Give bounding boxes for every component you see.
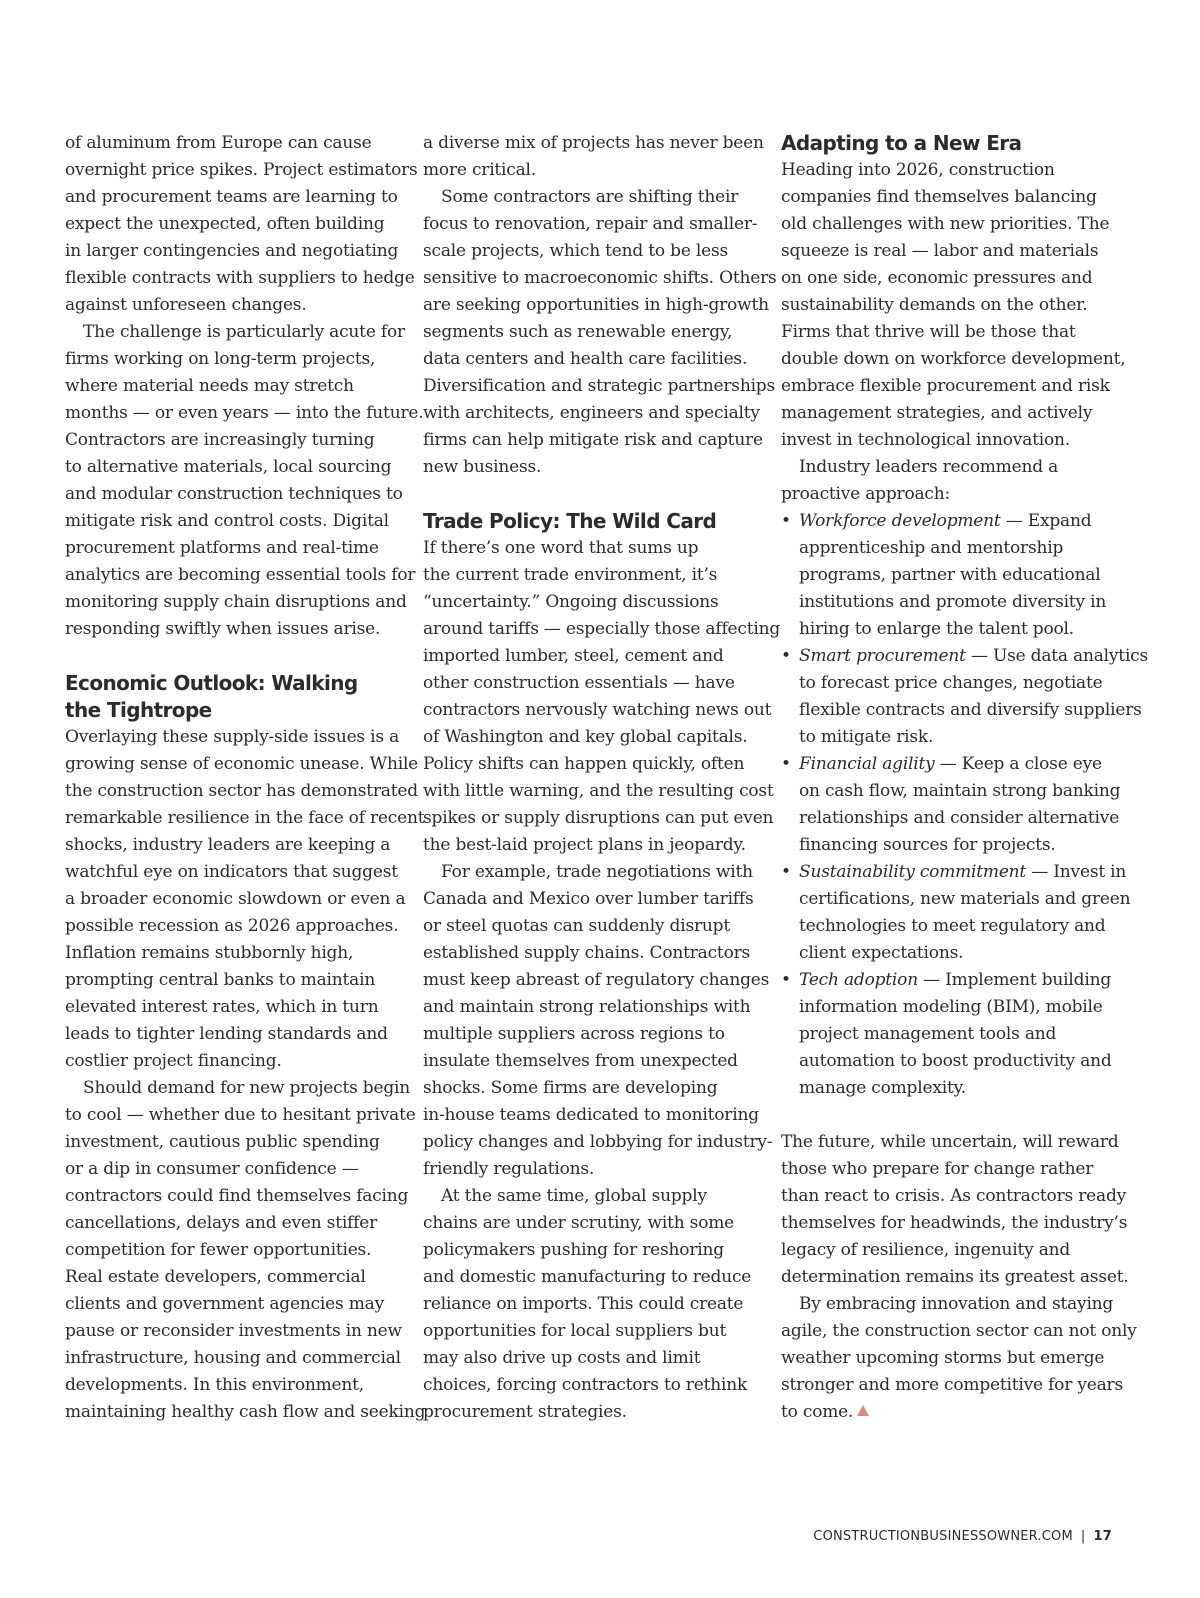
- bullet-text: — Use data analytics: [965, 646, 1149, 666]
- text-line: focus to renovation, repair and smaller-: [423, 214, 758, 234]
- text-line: leads to tighter lending standards and: [65, 1024, 388, 1044]
- text-line: friendly regulations.: [423, 1159, 595, 1179]
- bullet-term: Workforce development: [799, 511, 1001, 531]
- text-line: analytics are becoming essential tools for: [65, 565, 416, 585]
- bullet-icon: •: [781, 862, 791, 882]
- text-line: invest in technological innovation.: [781, 430, 1070, 450]
- text-line: possible recession as 2026 approaches.: [65, 916, 399, 936]
- text-line: responding swiftly when issues arise.: [65, 619, 381, 639]
- text-line: stronger and more competitive for years: [781, 1375, 1123, 1395]
- text-line: information modeling (BIM), mobile: [799, 997, 1103, 1017]
- text-line: flexible contracts and diversify suppliers: [799, 700, 1142, 720]
- bullet-list: [781, 508, 1149, 1102]
- text-line: cancellations, delays and even stiffer: [65, 1213, 378, 1233]
- text-line: infrastructure, housing and commercial: [65, 1348, 401, 1368]
- bullet-icon: •: [781, 646, 791, 666]
- text-line: more critical.: [423, 160, 536, 180]
- text-line: financing sources for projects.: [799, 835, 1056, 855]
- text-line: or steel quotas can suddenly disrupt: [423, 916, 730, 936]
- paragraph: [781, 1129, 1129, 1291]
- text-line: shocks, industry leaders are keeping a: [65, 835, 391, 855]
- text-line: competition for fewer opportunities.: [65, 1240, 372, 1260]
- text-line: old challenges with new priorities. The: [781, 214, 1110, 234]
- page-number: 17: [1093, 1529, 1112, 1544]
- text-line: are seeking opportunities in high-growth: [423, 295, 769, 315]
- text-line: where material needs may stretch: [65, 376, 354, 396]
- text-line: insulate themselves from unexpected: [423, 1051, 738, 1071]
- paragraph: [423, 535, 781, 859]
- text-line: of Washington and key global capitals.: [423, 727, 748, 747]
- text-line: of aluminum from Europe can cause: [65, 133, 372, 153]
- text-line: relationships and consider alternative: [799, 808, 1120, 828]
- text-line: agile, the construction sector can not only: [781, 1321, 1137, 1341]
- bullet-text: — Implement building: [917, 970, 1111, 990]
- text-line: embrace flexible procurement and risk: [781, 376, 1110, 396]
- bullet-term: Sustainability commitment: [799, 862, 1027, 882]
- text-line: hiring to enlarge the talent pool.: [799, 619, 1074, 639]
- text-line: to alternative materials, local sourcing: [65, 457, 392, 477]
- text-line: policymakers pushing for reshoring: [423, 1240, 724, 1260]
- paragraph: [423, 184, 777, 481]
- text-line: spikes or supply disruptions can put even: [423, 808, 774, 828]
- text-line: a broader economic slowdown or even a: [65, 889, 406, 909]
- text-line: the best-laid project plans in jeopardy.: [423, 835, 746, 855]
- text-line: overnight price spikes. Project estimators: [65, 160, 418, 180]
- text-line: may also drive up costs and limit: [423, 1348, 701, 1368]
- text-line: [781, 643, 1149, 670]
- text-line: project management tools and: [799, 1024, 1057, 1044]
- text-line: determination remains its greatest asset.: [781, 1267, 1129, 1287]
- text-line: manage complexity.: [799, 1078, 966, 1098]
- text-line: a diverse mix of projects has never been: [423, 133, 764, 153]
- text-line: squeeze is real — labor and materials: [781, 241, 1099, 261]
- text-line: technologies to meet regulatory and: [799, 916, 1106, 936]
- text-line: contractors nervously watching news out: [423, 700, 772, 720]
- paragraph: [423, 1183, 755, 1426]
- text-line: must keep abreast of regulatory changes: [423, 970, 770, 990]
- text-line: pause or reconsider investments in new: [65, 1321, 402, 1341]
- text-line: The challenge is particularly acute for: [83, 322, 405, 342]
- text-line: mitigate risk and control costs. Digital: [65, 511, 389, 531]
- text-line: sensitive to macroeconomic shifts. Others: [423, 268, 777, 288]
- text-line: against unforeseen changes.: [65, 295, 307, 315]
- text-line: on one side, economic pressures and: [781, 268, 1093, 288]
- text-line: growing sense of economic unease. While: [65, 754, 419, 774]
- text-line: institutions and promote diversity in: [799, 592, 1107, 612]
- text-line: opportunities for local suppliers but: [423, 1321, 727, 1341]
- text-line: Heading into 2026, construction: [781, 160, 1055, 180]
- text-line: monitoring supply chain disruptions and: [65, 592, 407, 612]
- text-line: sustainability demands on the other.: [781, 295, 1088, 315]
- section-heading: [65, 670, 397, 724]
- text-line: those who prepare for change rather: [781, 1159, 1094, 1179]
- text-line: Some contractors are shifting their: [441, 187, 739, 207]
- text-line: certifications, new materials and green: [799, 889, 1131, 909]
- text-line: established supply chains. Contractors: [423, 943, 751, 963]
- text-line: By embracing innovation and staying: [799, 1294, 1114, 1314]
- text-line: [781, 859, 1127, 886]
- text-line: multiple suppliers across regions to: [423, 1024, 725, 1044]
- bullet-icon: •: [781, 970, 791, 990]
- text-line: weather upcoming storms but emerge: [781, 1348, 1105, 1368]
- text-line: the construction sector has demonstrated: [65, 781, 418, 801]
- text-line: proactive approach:: [781, 484, 951, 504]
- text-line: Industry leaders recommend a: [799, 457, 1059, 477]
- text-line: in-house teams dedicated to monitoring: [423, 1105, 759, 1125]
- text-line: [781, 967, 1121, 994]
- text-line: reliance on imports. This could create: [423, 1294, 744, 1314]
- text-line: developments. In this environment,: [65, 1375, 364, 1395]
- paragraph: [781, 454, 1121, 508]
- text-line: apprenticeship and mentorship: [799, 538, 1064, 558]
- text-line: to come.: [781, 1399, 1121, 1426]
- section-heading: Adapting to a New Era: [781, 131, 1022, 155]
- bullet-icon: •: [781, 511, 791, 531]
- bullet-term: Financial agility: [799, 754, 935, 774]
- heading-line: the Tightrope: [65, 698, 212, 722]
- text-line: client expectations.: [799, 943, 964, 963]
- bullet-term: Tech adoption: [799, 970, 918, 990]
- bullet-item: [781, 508, 1121, 643]
- text-line: If there’s one word that sums up: [423, 538, 699, 558]
- text-line: themselves for headwinds, the industry’s: [781, 1213, 1128, 1233]
- text-line: firms can help mitigate risk and capture: [423, 430, 763, 450]
- paragraph: [423, 859, 773, 1183]
- text-line: Policy shifts can happen quickly, often: [423, 754, 745, 774]
- text-line: in larger contingencies and negotiating: [65, 241, 399, 261]
- text-line: and procurement teams are learning to: [65, 187, 398, 207]
- text-line: to cool — whether due to hesitant private: [65, 1105, 416, 1125]
- text-line: scale projects, which tend to be less: [423, 241, 729, 261]
- paragraph: [423, 130, 764, 184]
- text-line: maintaining healthy cash flow and seeking: [65, 1402, 426, 1422]
- text-line: and modular construction techniques to: [65, 484, 403, 504]
- paragraph: [65, 724, 425, 1075]
- bullet-icon: •: [781, 754, 791, 774]
- text-line: to mitigate risk.: [799, 727, 934, 747]
- text-line: Diversification and strategic partnerships: [423, 376, 776, 396]
- text-line: The future, while uncertain, will reward: [781, 1132, 1119, 1152]
- bullet-term: Smart procurement: [799, 646, 966, 666]
- text-line: prompting central banks to maintain: [65, 970, 376, 990]
- text-line: procurement strategies.: [423, 1402, 627, 1422]
- paragraph: [781, 1291, 1137, 1426]
- column-3: [781, 130, 1149, 1426]
- text-line: around tariffs — especially those affecting: [423, 619, 781, 639]
- text-line: on cash flow, maintain strong banking: [799, 781, 1121, 801]
- text-line: data centers and health care facilities.: [423, 349, 748, 369]
- text-line: Firms that thrive will be those that: [781, 322, 1076, 342]
- text-line: firms working on long-term projects,: [65, 349, 376, 369]
- text-line: Contractors are increasingly turning: [65, 430, 375, 450]
- text-line: with little warning, and the resulting cost: [423, 781, 774, 801]
- text-line: investment, cautious public spending: [65, 1132, 380, 1152]
- paragraph: [781, 157, 1126, 454]
- section-heading: Trade Policy: The Wild Card: [423, 509, 717, 533]
- text-line: other construction essentials — have: [423, 673, 735, 693]
- text-line: to forecast price changes, negotiate: [799, 673, 1103, 693]
- bullet-text: — Invest in: [1026, 862, 1127, 882]
- text-line: costlier project financing.: [65, 1051, 282, 1071]
- text-line: the current trade environment, it’s: [423, 565, 718, 585]
- text-line: [781, 751, 1121, 778]
- text-line: companies find themselves balancing: [781, 187, 1097, 207]
- text-line: expect the unexpected, often building: [65, 214, 385, 234]
- paragraph: [65, 319, 424, 643]
- text-line: double down on workforce development,: [781, 349, 1126, 369]
- text-line: policy changes and lobbying for industry-: [423, 1132, 773, 1152]
- text-line: Overlaying these supply-side issues is a: [65, 727, 400, 747]
- text-line: procurement platforms and real-time: [65, 538, 379, 558]
- bullet-item: [781, 859, 1131, 967]
- text-line: Real estate developers, commercial: [65, 1267, 366, 1287]
- text-line: imported lumber, steel, cement and: [423, 646, 724, 666]
- text-line: watchful eye on indicators that suggest: [65, 862, 398, 882]
- text-line: months — or even years — into the future.: [65, 403, 424, 423]
- text-line: legacy of resilience, ingenuity and: [781, 1240, 1071, 1260]
- heading-line: Economic Outlook: Walking: [65, 671, 358, 695]
- text-line: Should demand for new projects begin: [83, 1078, 411, 1098]
- text-line: new business.: [423, 457, 542, 477]
- bullet-item: [781, 751, 1121, 859]
- footer-separator: |: [1080, 1529, 1086, 1544]
- text-line: and domestic manufacturing to reduce: [423, 1267, 752, 1287]
- text-line: “uncertainty.” Ongoing discussions: [423, 592, 719, 612]
- text-line: chains are under scrutiny, with some: [423, 1213, 735, 1233]
- text-line: automation to boost productivity and: [799, 1051, 1112, 1071]
- text-line: remarkable resilience in the face of recent: [65, 808, 425, 828]
- text-line: choices, forcing contractors to rethink: [423, 1375, 748, 1395]
- bullet-item: [781, 643, 1149, 751]
- footer-website: CONSTRUCTIONBUSINESSOWNER.COM: [813, 1529, 1073, 1544]
- end-of-article-icon: [857, 1405, 869, 1416]
- text-line: Inflation remains stubbornly high,: [65, 943, 354, 963]
- column-2: [423, 130, 781, 1426]
- text-line: management strategies, and actively: [781, 403, 1093, 423]
- paragraph: [65, 130, 418, 319]
- page-footer: [813, 1529, 1112, 1544]
- text-line: than react to crisis. As contractors ready: [781, 1186, 1127, 1206]
- text-line: contractors could find themselves facing: [65, 1186, 409, 1206]
- text-line: with architects, engineers and specialty: [423, 403, 760, 423]
- bullet-text: — Expand: [1000, 511, 1092, 531]
- text-line: and maintain strong relationships with: [423, 997, 751, 1017]
- text-line: programs, partner with educational: [799, 565, 1101, 585]
- text-line: Canada and Mexico over lumber tariffs: [423, 889, 754, 909]
- bullet-text: — Keep a close eye: [934, 754, 1102, 774]
- text-line: or a dip in consumer confidence —: [65, 1159, 359, 1179]
- column-1: [65, 130, 426, 1426]
- text-line: elevated interest rates, which in turn: [65, 997, 379, 1017]
- text-line: For example, trade negotiations with: [441, 862, 753, 882]
- text-line: shocks. Some firms are developing: [423, 1078, 718, 1098]
- text-line: flexible contracts with suppliers to hedge: [65, 268, 415, 288]
- bullet-item: [781, 967, 1121, 1102]
- text-line: segments such as renewable energy,: [423, 322, 733, 342]
- paragraph: [65, 1075, 426, 1426]
- text-line: clients and government agencies may: [65, 1294, 384, 1314]
- text-line: [781, 508, 1121, 535]
- text-line: At the same time, global supply: [441, 1186, 707, 1206]
